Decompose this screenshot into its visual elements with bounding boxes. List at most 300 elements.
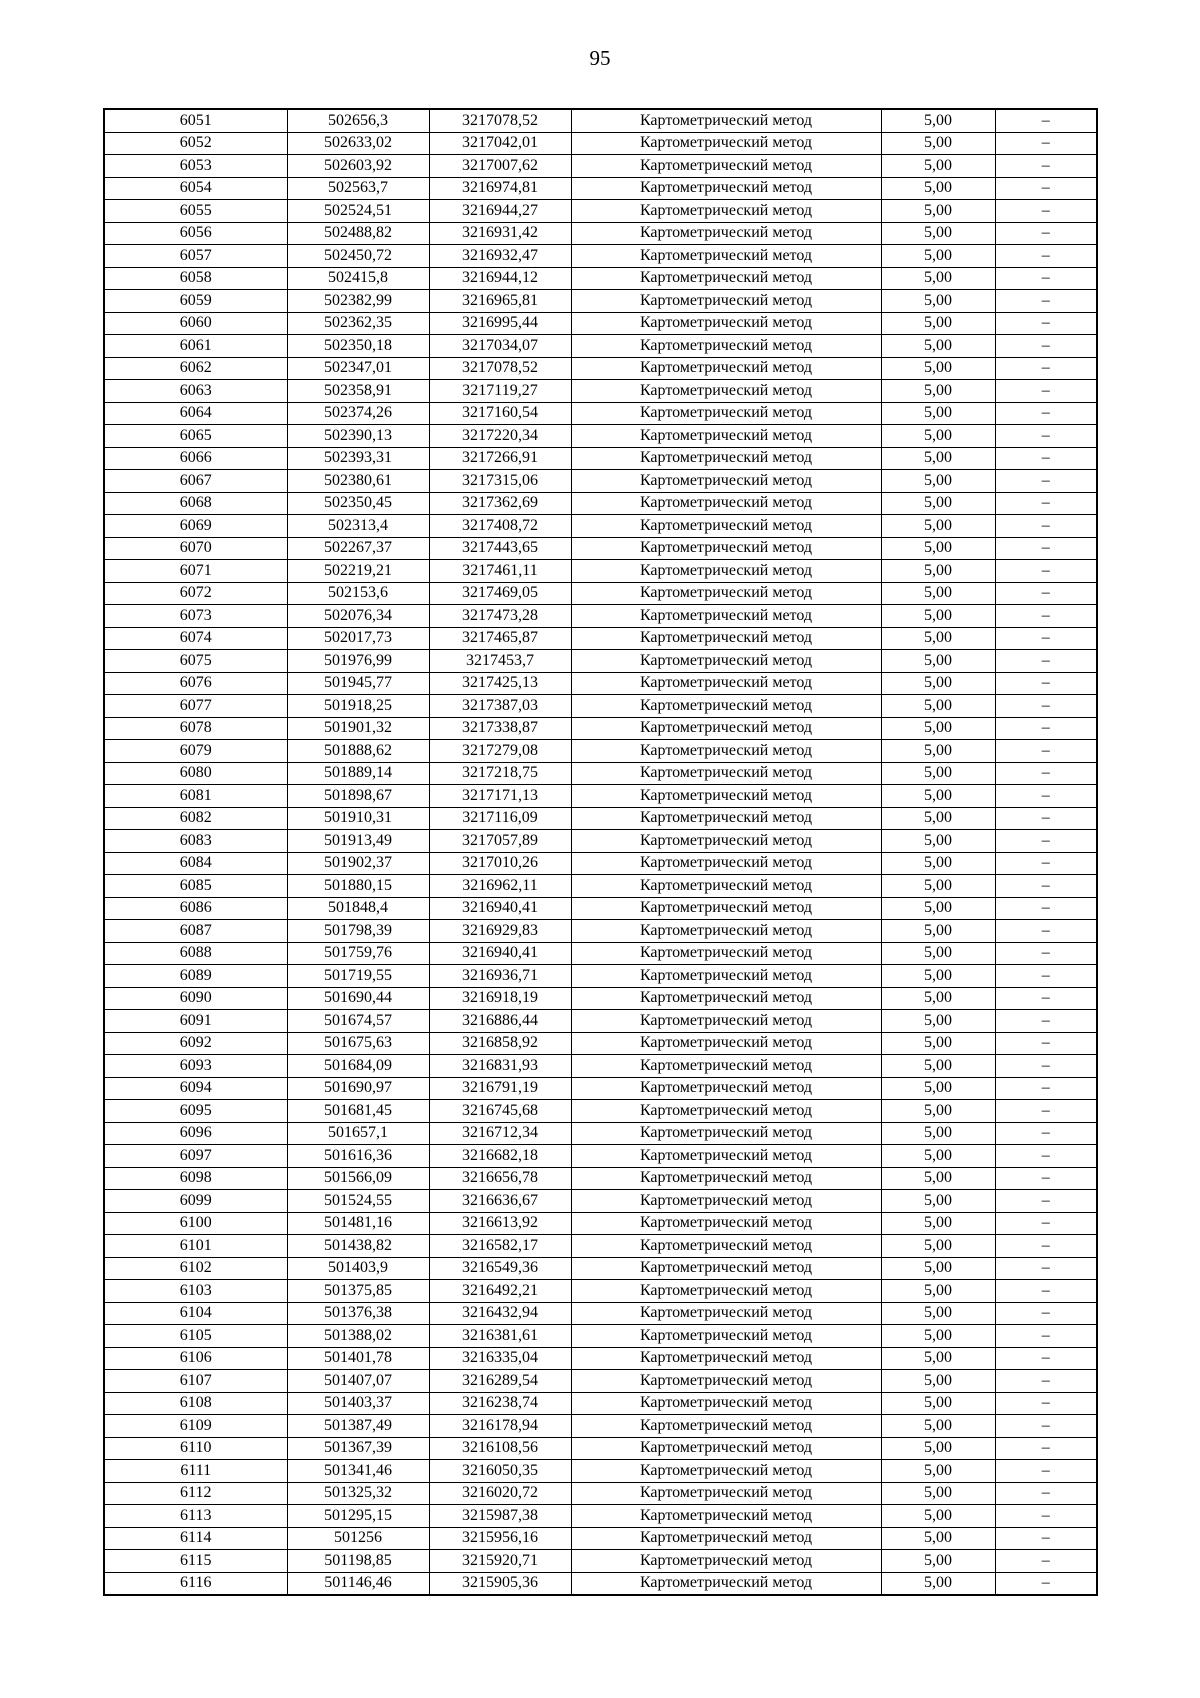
y-coordinate-cell: 3216940,41 [429,942,571,965]
x-coordinate-cell: 501341,46 [287,1460,429,1483]
table-row [104,627,1097,650]
point-number-cell: 6052 [104,132,287,155]
y-coordinate-cell: 3216289,54 [429,1370,571,1393]
y-coordinate-cell: 3217362,69 [429,492,571,515]
note-cell: – [995,1257,1097,1280]
x-coordinate-cell: 501524,55 [287,1190,429,1213]
y-coordinate-cell: 3216613,92 [429,1212,571,1235]
x-coordinate-cell: 502656,3 [287,109,429,132]
coordinates-table-body [104,109,1097,1595]
y-coordinate-cell: 3217461,11 [429,560,571,583]
accuracy-cell: 5,00 [881,695,995,718]
y-coordinate-cell: 3215956,16 [429,1527,571,1550]
note-cell: – [995,1482,1097,1505]
note-cell: – [995,785,1097,808]
note-cell: – [995,515,1097,538]
x-coordinate-cell: 502382,99 [287,290,429,313]
point-number-cell: 6054 [104,177,287,200]
y-coordinate-cell: 3217315,06 [429,470,571,493]
accuracy-cell: 5,00 [881,492,995,515]
point-number-cell: 6111 [104,1460,287,1483]
x-coordinate-cell: 501913,49 [287,830,429,853]
point-number-cell: 6096 [104,1122,287,1145]
method-cell: Картометрический метод [571,695,881,718]
y-coordinate-cell: 3217218,75 [429,762,571,785]
table-row [104,920,1097,943]
note-cell: – [995,582,1097,605]
y-coordinate-cell: 3216656,78 [429,1167,571,1190]
point-number-cell: 6078 [104,717,287,740]
y-coordinate-cell: 3216936,71 [429,965,571,988]
point-number-cell: 6055 [104,200,287,223]
method-cell: Картометрический метод [571,267,881,290]
accuracy-cell: 5,00 [881,1325,995,1348]
point-number-cell: 6063 [104,380,287,403]
point-number-cell: 6062 [104,357,287,380]
accuracy-cell: 5,00 [881,1550,995,1573]
table-row [104,1527,1097,1550]
accuracy-cell: 5,00 [881,785,995,808]
note-cell: – [995,357,1097,380]
table-row [104,605,1097,628]
table-row [104,1302,1097,1325]
accuracy-cell: 5,00 [881,267,995,290]
table-row [104,1032,1097,1055]
note-cell: – [995,380,1097,403]
method-cell: Картометрический метод [571,1100,881,1123]
x-coordinate-cell: 501719,55 [287,965,429,988]
y-coordinate-cell: 3217010,26 [429,852,571,875]
method-cell: Картометрический метод [571,672,881,695]
accuracy-cell: 5,00 [881,177,995,200]
x-coordinate-cell: 501681,45 [287,1100,429,1123]
method-cell: Картометрический метод [571,1415,881,1438]
accuracy-cell: 5,00 [881,1167,995,1190]
x-coordinate-cell: 501388,02 [287,1325,429,1348]
method-cell: Картометрический метод [571,425,881,448]
note-cell: – [995,1212,1097,1235]
accuracy-cell: 5,00 [881,132,995,155]
point-number-cell: 6068 [104,492,287,515]
y-coordinate-cell: 3216831,93 [429,1055,571,1078]
y-coordinate-cell: 3217279,08 [429,740,571,763]
method-cell: Картометрический метод [571,1190,881,1213]
table-row [104,1392,1097,1415]
method-cell: Картометрический метод [571,942,881,965]
accuracy-cell: 5,00 [881,1505,995,1528]
y-coordinate-cell: 3217266,91 [429,447,571,470]
y-coordinate-cell: 3217453,7 [429,650,571,673]
method-cell: Картометрический метод [571,470,881,493]
table-row [104,582,1097,605]
method-cell: Картометрический метод [571,1077,881,1100]
accuracy-cell: 5,00 [881,1212,995,1235]
x-coordinate-cell: 501387,49 [287,1415,429,1438]
method-cell: Картометрический метод [571,1392,881,1415]
table-row [104,380,1097,403]
note-cell: – [995,1100,1097,1123]
accuracy-cell: 5,00 [881,1010,995,1033]
accuracy-cell: 5,00 [881,582,995,605]
accuracy-cell: 5,00 [881,109,995,132]
note-cell: – [995,965,1097,988]
point-number-cell: 6105 [104,1325,287,1348]
x-coordinate-cell: 502633,02 [287,132,429,155]
point-number-cell: 6098 [104,1167,287,1190]
table-row [104,762,1097,785]
point-number-cell: 6059 [104,290,287,313]
y-coordinate-cell: 3217387,03 [429,695,571,718]
method-cell: Картометрический метод [571,1347,881,1370]
table-row [104,1010,1097,1033]
method-cell: Картометрический метод [571,852,881,875]
note-cell: – [995,1415,1097,1438]
accuracy-cell: 5,00 [881,1235,995,1258]
note-cell: – [995,920,1097,943]
x-coordinate-cell: 501889,14 [287,762,429,785]
table-row [104,1482,1097,1505]
x-coordinate-cell: 502358,91 [287,380,429,403]
point-number-cell: 6074 [104,627,287,650]
method-cell: Картометрический метод [571,155,881,178]
table-row [104,245,1097,268]
accuracy-cell: 5,00 [881,1280,995,1303]
table-row [104,1347,1097,1370]
accuracy-cell: 5,00 [881,515,995,538]
note-cell: – [995,245,1097,268]
point-number-cell: 6107 [104,1370,287,1393]
y-coordinate-cell: 3217171,13 [429,785,571,808]
method-cell: Картометрический метод [571,1325,881,1348]
x-coordinate-cell: 501902,37 [287,852,429,875]
table-row [104,1167,1097,1190]
accuracy-cell: 5,00 [881,380,995,403]
note-cell: – [995,267,1097,290]
note-cell: – [995,1325,1097,1348]
accuracy-cell: 5,00 [881,672,995,695]
point-number-cell: 6071 [104,560,287,583]
accuracy-cell: 5,00 [881,1032,995,1055]
note-cell: – [995,290,1097,313]
note-cell: – [995,695,1097,718]
method-cell: Картометрический метод [571,447,881,470]
y-coordinate-cell: 3215987,38 [429,1505,571,1528]
y-coordinate-cell: 3217042,01 [429,132,571,155]
x-coordinate-cell: 501888,62 [287,740,429,763]
point-number-cell: 6080 [104,762,287,785]
note-cell: – [995,717,1097,740]
x-coordinate-cell: 502350,18 [287,335,429,358]
x-coordinate-cell: 502390,13 [287,425,429,448]
point-number-cell: 6064 [104,402,287,425]
table-row [104,852,1097,875]
y-coordinate-cell: 3216974,81 [429,177,571,200]
method-cell: Картометрический метод [571,1370,881,1393]
note-cell: – [995,1145,1097,1168]
point-number-cell: 6094 [104,1077,287,1100]
x-coordinate-cell: 502017,73 [287,627,429,650]
method-cell: Картометрический метод [571,200,881,223]
y-coordinate-cell: 3217078,52 [429,109,571,132]
point-number-cell: 6053 [104,155,287,178]
x-coordinate-cell: 502415,8 [287,267,429,290]
point-number-cell: 6079 [104,740,287,763]
y-coordinate-cell: 3216995,44 [429,312,571,335]
y-coordinate-cell: 3217078,52 [429,357,571,380]
note-cell: – [995,447,1097,470]
method-cell: Картометрический метод [571,965,881,988]
accuracy-cell: 5,00 [881,627,995,650]
method-cell: Картометрический метод [571,132,881,155]
table-row [104,537,1097,560]
x-coordinate-cell: 501146,46 [287,1572,429,1595]
point-number-cell: 6093 [104,1055,287,1078]
note-cell: – [995,1167,1097,1190]
x-coordinate-cell: 501407,07 [287,1370,429,1393]
point-number-cell: 6099 [104,1190,287,1213]
y-coordinate-cell: 3216962,11 [429,875,571,898]
note-cell: – [995,1550,1097,1573]
method-cell: Картометрический метод [571,627,881,650]
x-coordinate-cell: 501367,39 [287,1437,429,1460]
y-coordinate-cell: 3216944,27 [429,200,571,223]
table-row [104,132,1097,155]
table-row [104,155,1097,178]
note-cell: – [995,1190,1097,1213]
table-row [104,425,1097,448]
table-row [104,717,1097,740]
point-number-cell: 6057 [104,245,287,268]
method-cell: Картометрический метод [571,1055,881,1078]
method-cell: Картометрический метод [571,245,881,268]
x-coordinate-cell: 502393,31 [287,447,429,470]
note-cell: – [995,650,1097,673]
y-coordinate-cell: 3216492,21 [429,1280,571,1303]
accuracy-cell: 5,00 [881,1527,995,1550]
note-cell: – [995,830,1097,853]
accuracy-cell: 5,00 [881,470,995,493]
point-number-cell: 6116 [104,1572,287,1595]
point-number-cell: 6106 [104,1347,287,1370]
x-coordinate-cell: 501976,99 [287,650,429,673]
method-cell: Картометрический метод [571,1527,881,1550]
note-cell: – [995,852,1097,875]
accuracy-cell: 5,00 [881,717,995,740]
note-cell: – [995,425,1097,448]
accuracy-cell: 5,00 [881,1370,995,1393]
method-cell: Картометрический метод [571,605,881,628]
y-coordinate-cell: 3217469,05 [429,582,571,605]
table-row [104,1077,1097,1100]
table-row [104,1212,1097,1235]
point-number-cell: 6115 [104,1550,287,1573]
note-cell: – [995,807,1097,830]
x-coordinate-cell: 502267,37 [287,537,429,560]
table-row [104,987,1097,1010]
point-number-cell: 6072 [104,582,287,605]
x-coordinate-cell: 501256 [287,1527,429,1550]
table-row [104,222,1097,245]
method-cell: Картометрический метод [571,1010,881,1033]
note-cell: – [995,109,1097,132]
y-coordinate-cell: 3216931,42 [429,222,571,245]
y-coordinate-cell: 3216050,35 [429,1460,571,1483]
x-coordinate-cell: 501690,44 [287,987,429,1010]
x-coordinate-cell: 501375,85 [287,1280,429,1303]
table-row [104,1055,1097,1078]
method-cell: Картометрический метод [571,1302,881,1325]
table-row [104,402,1097,425]
point-number-cell: 6100 [104,1212,287,1235]
x-coordinate-cell: 502076,34 [287,605,429,628]
accuracy-cell: 5,00 [881,1392,995,1415]
y-coordinate-cell: 3217408,72 [429,515,571,538]
y-coordinate-cell: 3215905,36 [429,1572,571,1595]
point-number-cell: 6088 [104,942,287,965]
accuracy-cell: 5,00 [881,987,995,1010]
accuracy-cell: 5,00 [881,335,995,358]
point-number-cell: 6058 [104,267,287,290]
note-cell: – [995,1460,1097,1483]
coordinates-table [103,108,1098,1596]
table-row [104,335,1097,358]
point-number-cell: 6083 [104,830,287,853]
x-coordinate-cell: 501616,36 [287,1145,429,1168]
method-cell: Картометрический метод [571,807,881,830]
point-number-cell: 6082 [104,807,287,830]
table-row [104,1572,1097,1595]
y-coordinate-cell: 3217220,34 [429,425,571,448]
note-cell: – [995,1235,1097,1258]
point-number-cell: 6108 [104,1392,287,1415]
note-cell: – [995,200,1097,223]
note-cell: – [995,1370,1097,1393]
method-cell: Картометрический метод [571,987,881,1010]
y-coordinate-cell: 3216944,12 [429,267,571,290]
x-coordinate-cell: 501848,4 [287,897,429,920]
x-coordinate-cell: 502524,51 [287,200,429,223]
point-number-cell: 6109 [104,1415,287,1438]
x-coordinate-cell: 501880,15 [287,875,429,898]
method-cell: Картометрический метод [571,762,881,785]
y-coordinate-cell: 3216636,67 [429,1190,571,1213]
x-coordinate-cell: 501403,9 [287,1257,429,1280]
accuracy-cell: 5,00 [881,942,995,965]
x-coordinate-cell: 501438,82 [287,1235,429,1258]
accuracy-cell: 5,00 [881,852,995,875]
point-number-cell: 6102 [104,1257,287,1280]
accuracy-cell: 5,00 [881,357,995,380]
accuracy-cell: 5,00 [881,1347,995,1370]
table-row [104,1325,1097,1348]
table-row [104,1100,1097,1123]
table-row [104,1437,1097,1460]
table-row [104,1190,1097,1213]
accuracy-cell: 5,00 [881,920,995,943]
x-coordinate-cell: 501481,16 [287,1212,429,1235]
x-coordinate-cell: 502350,45 [287,492,429,515]
method-cell: Картометрический метод [571,785,881,808]
accuracy-cell: 5,00 [881,1302,995,1325]
method-cell: Картометрический метод [571,537,881,560]
note-cell: – [995,177,1097,200]
accuracy-cell: 5,00 [881,1122,995,1145]
method-cell: Картометрический метод [571,1122,881,1145]
note-cell: – [995,1077,1097,1100]
note-cell: – [995,1505,1097,1528]
accuracy-cell: 5,00 [881,1190,995,1213]
y-coordinate-cell: 3217007,62 [429,155,571,178]
x-coordinate-cell: 502347,01 [287,357,429,380]
accuracy-cell: 5,00 [881,312,995,335]
method-cell: Картометрический метод [571,357,881,380]
point-number-cell: 6103 [104,1280,287,1303]
x-coordinate-cell: 502488,82 [287,222,429,245]
table-row [104,740,1097,763]
y-coordinate-cell: 3217057,89 [429,830,571,853]
accuracy-cell: 5,00 [881,537,995,560]
note-cell: – [995,672,1097,695]
y-coordinate-cell: 3216682,18 [429,1145,571,1168]
point-number-cell: 6097 [104,1145,287,1168]
page-number: 95 [589,46,611,70]
point-number-cell: 6061 [104,335,287,358]
note-cell: – [995,470,1097,493]
note-cell: – [995,1010,1097,1033]
method-cell: Картометрический метод [571,650,881,673]
y-coordinate-cell: 3216238,74 [429,1392,571,1415]
method-cell: Картометрический метод [571,1572,881,1595]
y-coordinate-cell: 3217119,27 [429,380,571,403]
x-coordinate-cell: 501325,32 [287,1482,429,1505]
x-coordinate-cell: 501566,09 [287,1167,429,1190]
accuracy-cell: 5,00 [881,1055,995,1078]
y-coordinate-cell: 3216712,34 [429,1122,571,1145]
method-cell: Картометрический метод [571,1280,881,1303]
table-row [104,492,1097,515]
method-cell: Картометрический метод [571,717,881,740]
x-coordinate-cell: 502374,26 [287,402,429,425]
note-cell: – [995,402,1097,425]
y-coordinate-cell: 3216432,94 [429,1302,571,1325]
table-row [104,1460,1097,1483]
x-coordinate-cell: 501798,39 [287,920,429,943]
point-number-cell: 6081 [104,785,287,808]
y-coordinate-cell: 3216965,81 [429,290,571,313]
point-number-cell: 6091 [104,1010,287,1033]
note-cell: – [995,222,1097,245]
x-coordinate-cell: 501674,57 [287,1010,429,1033]
accuracy-cell: 5,00 [881,605,995,628]
y-coordinate-cell: 3216929,83 [429,920,571,943]
table-row [104,965,1097,988]
table-row [104,695,1097,718]
y-coordinate-cell: 3216178,94 [429,1415,571,1438]
point-number-cell: 6104 [104,1302,287,1325]
method-cell: Картометрический метод [571,1482,881,1505]
method-cell: Картометрический метод [571,222,881,245]
point-number-cell: 6070 [104,537,287,560]
note-cell: – [995,875,1097,898]
point-number-cell: 6086 [104,897,287,920]
method-cell: Картометрический метод [571,1505,881,1528]
table-row [104,897,1097,920]
note-cell: – [995,155,1097,178]
note-cell: – [995,1032,1097,1055]
method-cell: Картометрический метод [571,492,881,515]
point-number-cell: 6092 [104,1032,287,1055]
table-row [104,942,1097,965]
